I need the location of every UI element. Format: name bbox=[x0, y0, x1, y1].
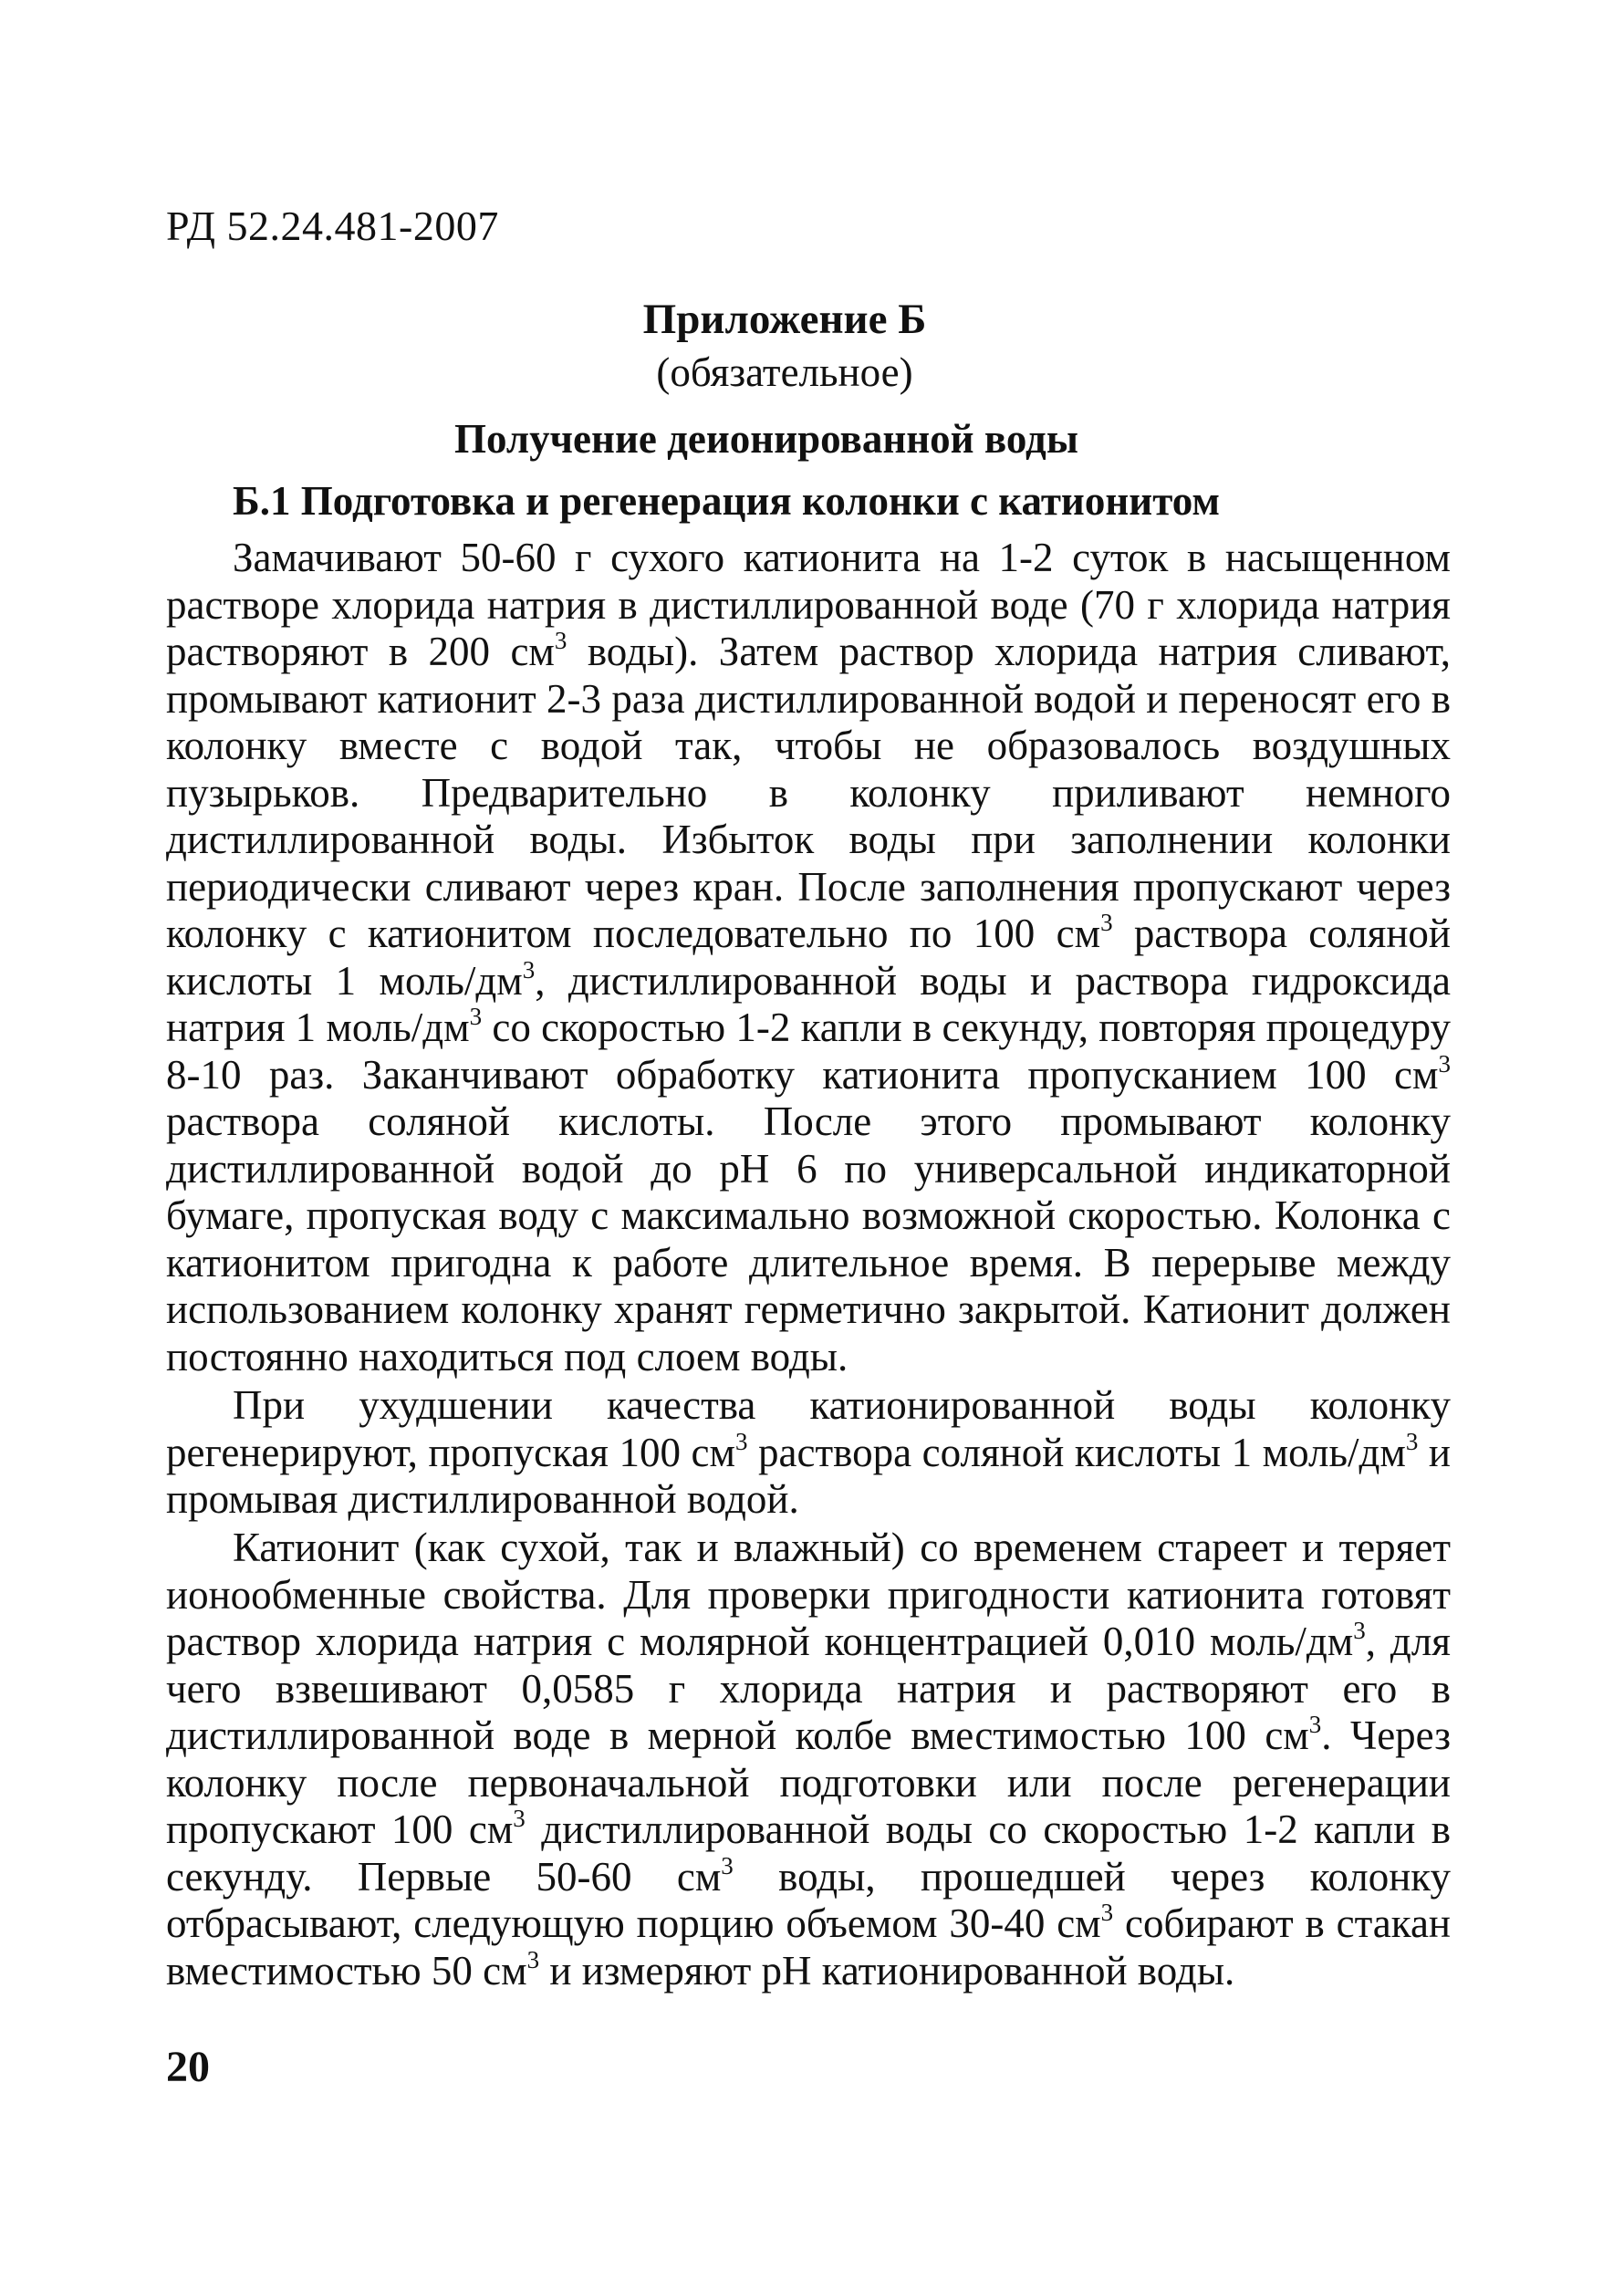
superscript: 3 bbox=[1438, 1049, 1451, 1078]
superscript: 3 bbox=[735, 1427, 748, 1455]
paragraph-2 bbox=[166, 1382, 1451, 1524]
paragraph-text: Катионит (как сухой, так и влажный) со временем стареет и теряет ионообменные свойства. Для проверки пригодности катионита готовят раствор хлорида натрия с молярной концентрацией 0,010 моль/дм bbox=[166, 1525, 1451, 1664]
superscript: 3 bbox=[1353, 1617, 1366, 1644]
document-code: РД 52.24.481-2007 bbox=[166, 203, 499, 249]
superscript: 3 bbox=[469, 1003, 483, 1030]
paragraph-text: дистиллированной воды со скоростью 1-2 капли в секунду. Первые 50-60 см bbox=[166, 1806, 1451, 1900]
paragraph-1 bbox=[166, 535, 1451, 1380]
superscript: 3 bbox=[522, 955, 536, 984]
paragraph-text: . Через колонку после первоначальной подготовки или после регенерации пропускают 100 см bbox=[166, 1713, 1451, 1852]
paragraph-text: со скоростью 1-2 капли в секунду, повторяя процедуру 8-10 раз. Заканчивают обработку катионита пропусканием 100 см bbox=[166, 1005, 1451, 1098]
paragraph-text: воды). Затем раствор хлорида натрия сливают, промывают катионит 2-3 раза дистиллированной водой и переносят его в колонку вместе с водой так, чтобы не образовалось воздушных пузырьков. Предварительно в колонку приливают немного дистиллированной воды. Избыток воды при заполнении колонки периодически сливают через кран. После заполнения пропускают через колонку с катионитом последовательно по 100 см bbox=[166, 629, 1451, 956]
superscript: 3 bbox=[1100, 909, 1113, 936]
paragraph-text: собирают в стакан вместимостью 50 см bbox=[166, 1900, 1451, 1994]
superscript: 3 bbox=[513, 1805, 526, 1832]
superscript: 3 bbox=[1100, 1899, 1114, 1926]
superscript: 3 bbox=[1308, 1711, 1322, 1738]
superscript: 3 bbox=[526, 1945, 540, 1973]
paragraph-text: , дистиллированной воды и раствора гидроксида натрия 1 моль/дм bbox=[166, 957, 1452, 1050]
paragraph-text: и измеряют рН катионированной воды. bbox=[539, 1947, 1235, 1994]
paragraph-text: При ухудшении качества катионированной воды колонку регенерируют, пропуская 100 см bbox=[166, 1382, 1451, 1475]
appendix-title: Приложение Б bbox=[642, 296, 927, 343]
paragraph-text: раствора соляной кислоты. После этого промывают колонку дистиллированной водой до рН 6 по универсальной индикаторной бумаге, пропуская воду с максимально возможной скоростью. Колонка с катионитом пригодна к работе длительное время. В перерыве между использованием колонку хранят герметично закрытой. Катионит должен постоянно находиться под слоем воды. bbox=[166, 1098, 1451, 1379]
paragraph-text: раствора соляной кислоты 1 моль/дм bbox=[166, 911, 1451, 1004]
appendix-status: (обязательное) bbox=[656, 349, 913, 395]
superscript: 3 bbox=[554, 627, 567, 654]
paragraph-text: и промывая дистиллированной водой. bbox=[166, 1429, 1452, 1522]
paragraph-text: раствора соляной кислоты 1 моль/дм bbox=[747, 1429, 1406, 1475]
paragraph-3 bbox=[166, 1525, 1451, 1994]
paragraph-text: воды, прошедшей через колонку отбрасывают, следующую порцию объемом 30-40 см bbox=[166, 1853, 1451, 1946]
subsection-title: Б.1 Подготовка и регенерация колонки с катионитом bbox=[233, 478, 1221, 524]
superscript: 3 bbox=[721, 1851, 734, 1879]
superscript: 3 bbox=[1405, 1427, 1419, 1455]
page-number: 20 bbox=[166, 2043, 210, 2091]
paragraph-text: , для чего взвешивают 0,0585 г хлорида натрия и растворяют его в дистиллированной воде в мерной колбе вместимостью 100 см bbox=[166, 1619, 1451, 1758]
paragraph-text: Замачивают 50-60 г сухого катионита на 1-2 суток в насыщенном растворе хлорида натрия в дистиллированной воде (70 г хлорида натрия растворяют в 200 см bbox=[166, 535, 1451, 674]
section-title: Получение деионированной воды bbox=[454, 416, 1078, 462]
